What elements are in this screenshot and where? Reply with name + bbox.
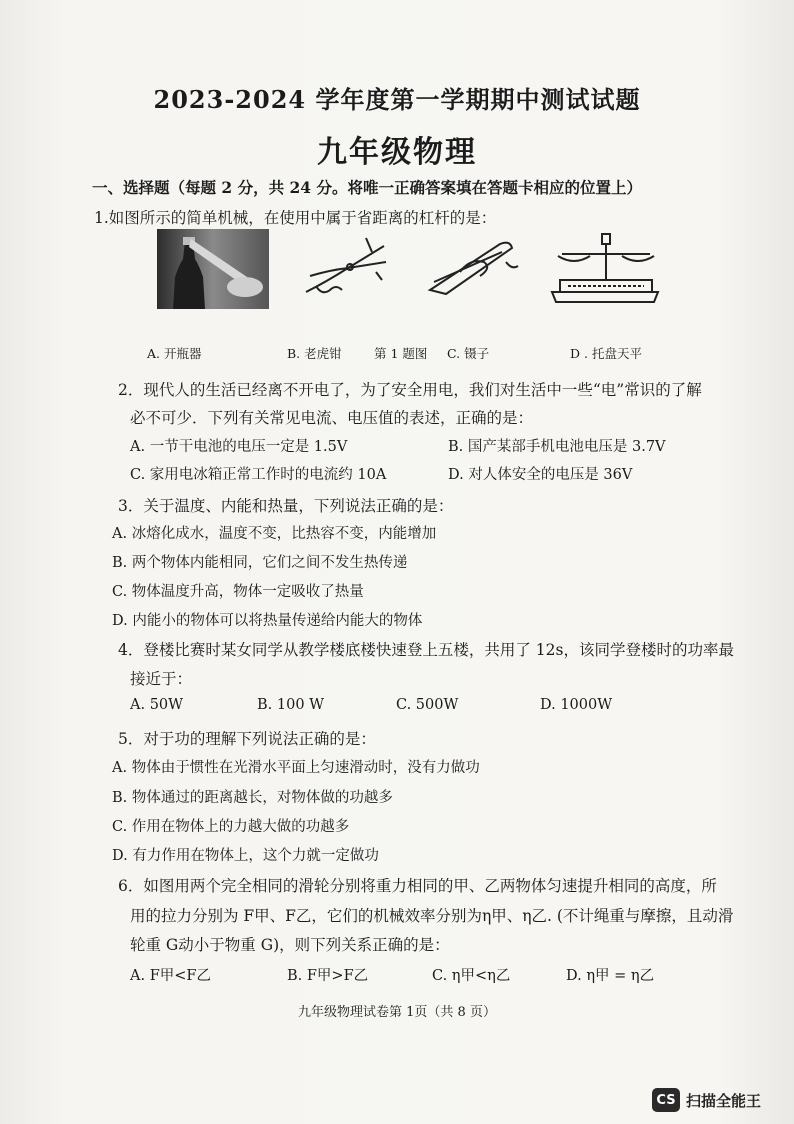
option-3d: D. 内能小的物体可以将热量传递给内能大的物体	[112, 613, 423, 629]
balance-scale-drawing	[550, 232, 660, 304]
option-6c: C. η甲<η乙	[432, 968, 511, 984]
option-3c: C. 物体温度升高，物体一定吸收了热量	[112, 584, 364, 600]
option-6d: D. η甲 = η乙	[566, 968, 655, 984]
question-4-stem-line1: 4．登楼比赛时某女同学从教学楼底楼快速登上五楼，共用了 12s，该同学登楼时的功率最	[118, 641, 734, 659]
option-5b: B. 物体通过的距离越长，对物体做的功越多	[112, 790, 393, 806]
option-2a: A. 一节干电池的电压一定是 1.5V	[130, 439, 348, 455]
exam-subtitle: 九年级物理	[317, 135, 477, 170]
question-3-stem: 3．关于温度、内能和热量，下列说法正确的是：	[118, 497, 454, 515]
question-2-stem-line2: 必不可少．下列有关常见电流、电压值的表述，正确的是：	[130, 409, 534, 427]
question-2-stem-line1: 2．现代人的生活已经离不开电了，为了安全用电，我们对生活中一些“电”常识的了解	[118, 381, 702, 399]
option-4a: A. 50W	[130, 697, 184, 713]
page-footer: 九年级物理试卷第 1页（共 8 页）	[298, 1005, 496, 1020]
question-6-stem-line2: 用的拉力分别为 F甲、F乙，它们的机械效率分别为η甲、η乙. (不计绳重与摩擦，且动滑	[130, 907, 734, 925]
question-1-stem: 1.如图所示的简单机械，在使用中属于省距离的杠杆的是：	[94, 209, 497, 227]
option-3a: A. 冰熔化成水，温度不变，比热容不变，内能增加	[112, 526, 437, 542]
option-5d: D. 有力作用在物体上，这个力就一定做功	[112, 848, 379, 864]
option-1b: B. 老虎钳	[287, 346, 342, 361]
question-6-stem-line1: 6．如图用两个完全相同的滑轮分别将重力相同的甲、乙两物体匀速提升相同的高度，所	[118, 877, 717, 895]
figure-1-caption: 第 1 题图	[374, 346, 428, 361]
camscanner-logo-icon: CS	[652, 1088, 680, 1112]
question-6-stem-line3: 轮重 G动小于物重 G)，则下列关系正确的是：	[130, 936, 450, 954]
option-5a: A. 物体由于惯性在光滑水平面上匀速滑动时，没有力做功	[112, 760, 480, 776]
camscanner-watermark	[652, 1084, 782, 1116]
option-4d: D. 1000W	[540, 697, 613, 713]
camscanner-label: 扫描全能王	[686, 1091, 762, 1110]
question-5-stem: 5．对于功的理解下列说法正确的是：	[118, 730, 376, 748]
pliers-drawing	[296, 232, 396, 304]
option-4c: C. 500W	[396, 697, 459, 713]
option-4b: B. 100 W	[257, 697, 325, 713]
exam-title: 2023-2024 学年度第一学期期中测试试题	[153, 85, 641, 114]
option-2c: C. 家用电冰箱正常工作时的电流约 10A	[130, 467, 387, 483]
question-4-stem-line2: 接近于：	[130, 670, 193, 688]
option-1a: A. 开瓶器	[147, 346, 202, 361]
option-2b: B. 国产某部手机电池电压是 3.7V	[448, 439, 666, 455]
option-6b: B. F甲>F乙	[287, 968, 369, 984]
option-6a: A. F甲<F乙	[130, 968, 211, 984]
option-5c: C. 作用在物体上的力越大做的功越多	[112, 819, 350, 835]
section-heading: 一、选择题（每题 2 分，共 24 分。将唯一正确答案填在答题卡相应的位置上）	[92, 178, 642, 197]
option-1d: D . 托盘天平	[570, 346, 642, 361]
tweezers-drawing	[420, 232, 520, 302]
option-3b: B. 两个物体内能相同，它们之间不发生热传递	[112, 555, 408, 571]
option-1c: C. 镊子	[447, 346, 490, 361]
option-2d: D. 对人体安全的电压是 36V	[448, 467, 633, 483]
bottle-opener-photo	[157, 229, 269, 309]
